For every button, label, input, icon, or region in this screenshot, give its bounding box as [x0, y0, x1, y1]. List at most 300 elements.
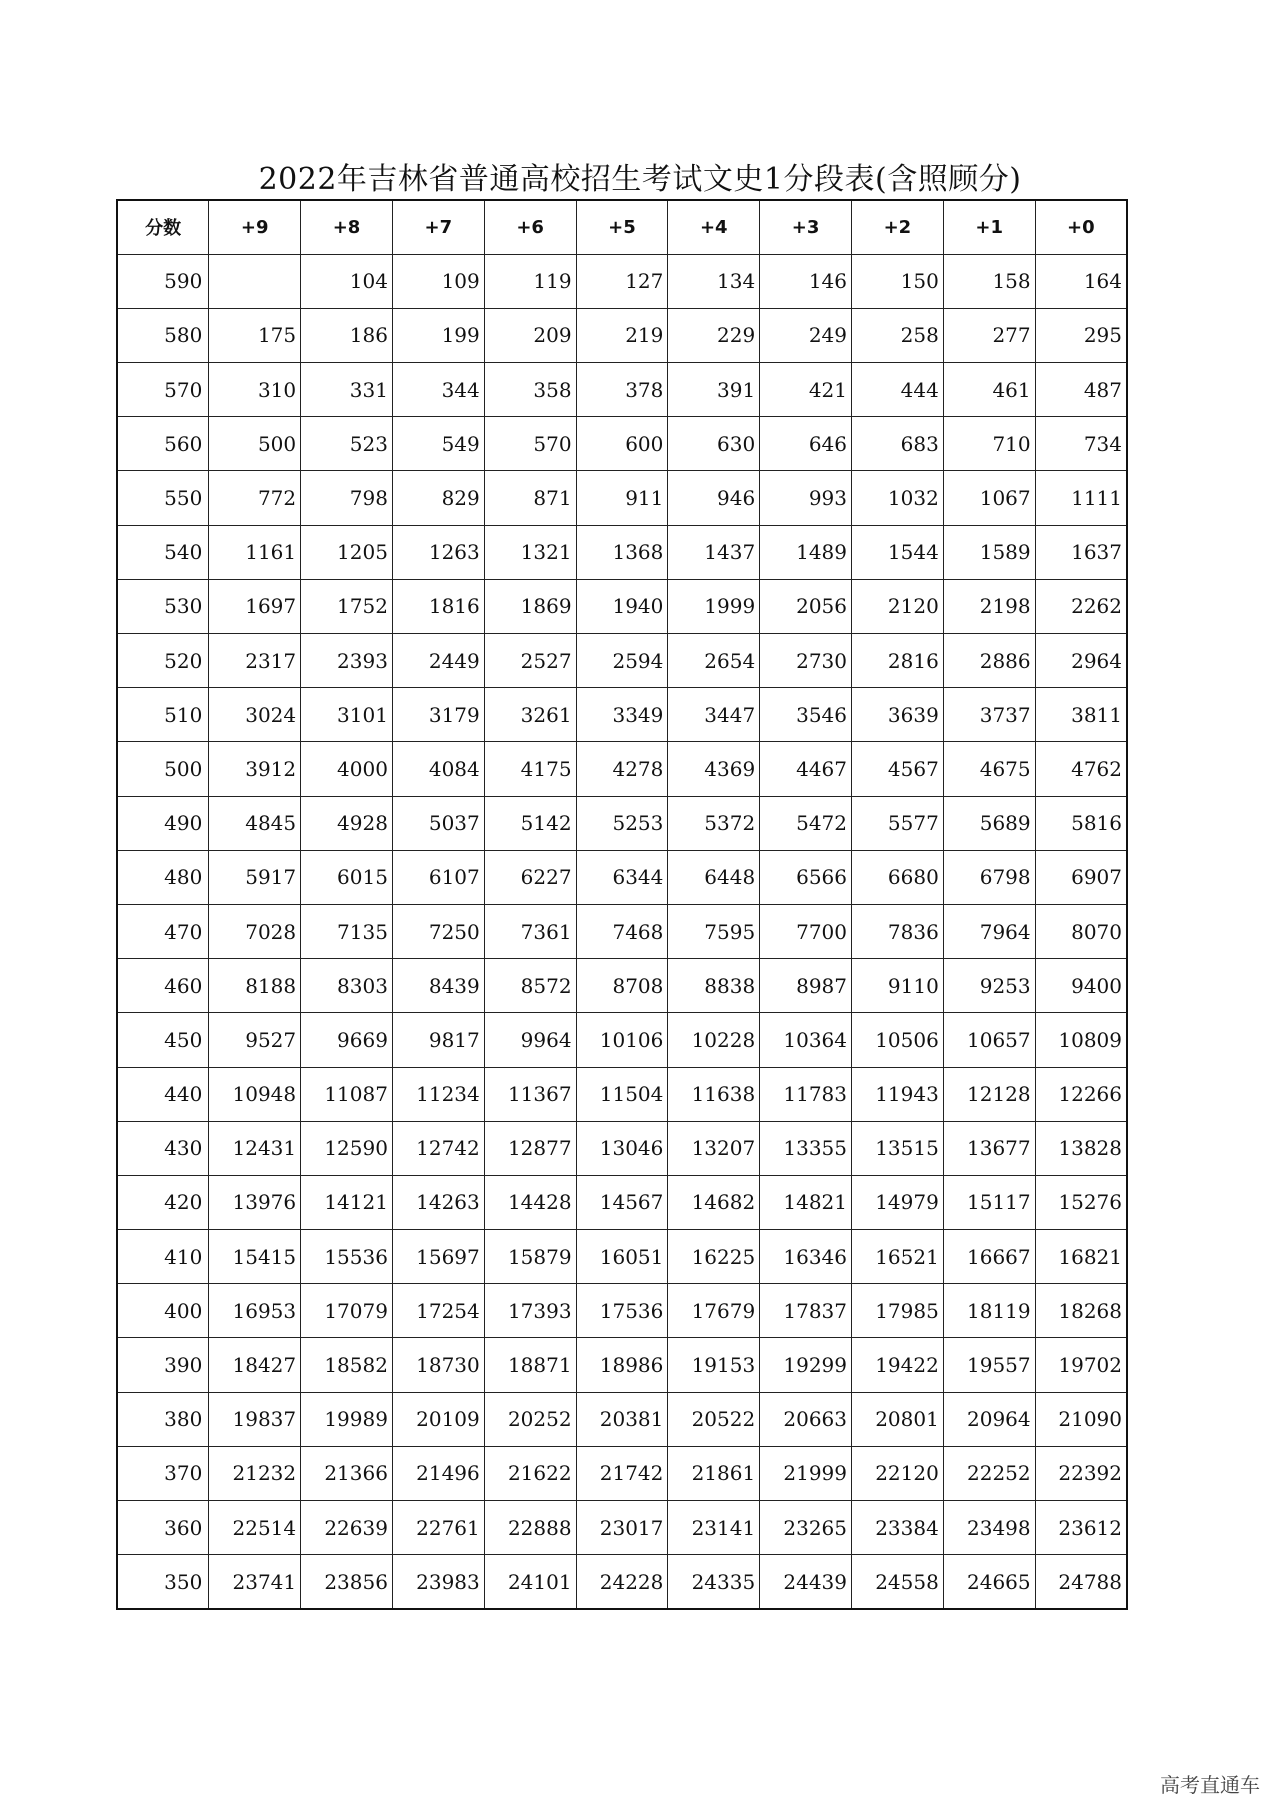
count-cell: 829 [392, 471, 484, 525]
count-cell: 630 [668, 417, 760, 471]
column-header-offset: +2 [852, 200, 944, 254]
table-row [117, 579, 1127, 633]
count-cell: 2262 [1035, 579, 1127, 633]
count-cell: 4762 [1035, 742, 1127, 796]
table-row [117, 1284, 1127, 1338]
table-row [117, 959, 1127, 1013]
count-cell: 3737 [943, 688, 1035, 742]
count-cell: 11087 [301, 1067, 393, 1121]
count-cell: 1589 [943, 525, 1035, 579]
score-cell: 400 [117, 1284, 209, 1338]
count-cell: 12742 [392, 1121, 484, 1175]
count-cell: 5142 [484, 796, 576, 850]
count-cell: 13046 [576, 1121, 668, 1175]
count-cell: 5816 [1035, 796, 1127, 850]
count-cell: 11234 [392, 1067, 484, 1121]
count-cell: 4084 [392, 742, 484, 796]
count-cell: 946 [668, 471, 760, 525]
count-cell: 134 [668, 254, 760, 308]
count-cell: 22120 [852, 1446, 944, 1500]
count-cell: 21861 [668, 1446, 760, 1500]
count-cell: 20109 [392, 1392, 484, 1446]
count-cell: 14428 [484, 1175, 576, 1229]
count-cell: 3179 [392, 688, 484, 742]
count-cell: 22392 [1035, 1446, 1127, 1500]
count-cell: 646 [760, 417, 852, 471]
count-cell: 1816 [392, 579, 484, 633]
table-row [117, 254, 1127, 308]
count-cell: 16521 [852, 1230, 944, 1284]
count-cell: 1999 [668, 579, 760, 633]
count-cell: 20663 [760, 1392, 852, 1446]
count-cell: 21496 [392, 1446, 484, 1500]
score-cell: 580 [117, 308, 209, 362]
table-row [117, 796, 1127, 850]
count-cell: 19837 [209, 1392, 301, 1446]
count-cell: 295 [1035, 308, 1127, 362]
count-cell: 209 [484, 308, 576, 362]
count-cell: 14121 [301, 1175, 393, 1229]
count-cell: 2527 [484, 634, 576, 688]
count-cell: 21090 [1035, 1392, 1127, 1446]
count-cell: 9400 [1035, 959, 1127, 1013]
count-cell: 6798 [943, 850, 1035, 904]
count-cell: 19422 [852, 1338, 944, 1392]
count-cell: 4000 [301, 742, 393, 796]
count-cell: 22514 [209, 1501, 301, 1555]
count-cell: 22252 [943, 1446, 1035, 1500]
count-cell: 186 [301, 308, 393, 362]
count-cell: 6448 [668, 850, 760, 904]
count-cell: 15415 [209, 1230, 301, 1284]
count-cell: 2449 [392, 634, 484, 688]
count-cell: 4928 [301, 796, 393, 850]
score-cell: 590 [117, 254, 209, 308]
table-row [117, 1121, 1127, 1175]
count-cell: 11638 [668, 1067, 760, 1121]
count-cell: 24439 [760, 1555, 852, 1609]
header-row [117, 200, 1127, 254]
count-cell: 3101 [301, 688, 393, 742]
table-row [117, 688, 1127, 742]
count-cell: 9527 [209, 1013, 301, 1067]
count-cell: 1697 [209, 579, 301, 633]
table-row [117, 634, 1127, 688]
count-cell: 710 [943, 417, 1035, 471]
count-cell: 7028 [209, 904, 301, 958]
score-cell: 540 [117, 525, 209, 579]
count-cell: 1489 [760, 525, 852, 579]
count-cell: 500 [209, 417, 301, 471]
column-header-offset: +5 [576, 200, 668, 254]
count-cell: 2730 [760, 634, 852, 688]
count-cell: 444 [852, 363, 944, 417]
count-cell: 109 [392, 254, 484, 308]
count-cell: 7700 [760, 904, 852, 958]
count-cell: 310 [209, 363, 301, 417]
column-header-offset: +9 [209, 200, 301, 254]
count-cell: 158 [943, 254, 1035, 308]
count-cell: 22761 [392, 1501, 484, 1555]
count-cell: 331 [301, 363, 393, 417]
count-cell: 10364 [760, 1013, 852, 1067]
score-cell: 520 [117, 634, 209, 688]
count-cell: 17679 [668, 1284, 760, 1338]
table-row [117, 471, 1127, 525]
count-cell: 15879 [484, 1230, 576, 1284]
count-cell: 150 [852, 254, 944, 308]
count-cell: 6107 [392, 850, 484, 904]
table-row [117, 1446, 1127, 1500]
count-cell: 18986 [576, 1338, 668, 1392]
count-cell: 3447 [668, 688, 760, 742]
count-cell: 199 [392, 308, 484, 362]
column-header-offset: +6 [484, 200, 576, 254]
count-cell: 4175 [484, 742, 576, 796]
count-cell: 12128 [943, 1067, 1035, 1121]
count-cell: 523 [301, 417, 393, 471]
count-cell: 7250 [392, 904, 484, 958]
score-cell: 360 [117, 1501, 209, 1555]
count-cell: 7468 [576, 904, 668, 958]
count-cell: 1205 [301, 525, 393, 579]
count-cell: 219 [576, 308, 668, 362]
count-cell: 23612 [1035, 1501, 1127, 1555]
count-cell: 2654 [668, 634, 760, 688]
score-cell: 500 [117, 742, 209, 796]
count-cell: 9253 [943, 959, 1035, 1013]
count-cell: 24788 [1035, 1555, 1127, 1609]
count-cell: 1752 [301, 579, 393, 633]
table-row [117, 1175, 1127, 1229]
score-cell: 350 [117, 1555, 209, 1609]
count-cell: 13976 [209, 1175, 301, 1229]
count-cell: 2393 [301, 634, 393, 688]
count-cell: 9110 [852, 959, 944, 1013]
table-row [117, 1392, 1127, 1446]
score-cell: 530 [117, 579, 209, 633]
count-cell: 1161 [209, 525, 301, 579]
count-cell: 19702 [1035, 1338, 1127, 1392]
count-cell: 8708 [576, 959, 668, 1013]
count-cell: 21232 [209, 1446, 301, 1500]
count-cell: 5577 [852, 796, 944, 850]
count-cell: 1637 [1035, 525, 1127, 579]
count-cell: 7361 [484, 904, 576, 958]
score-cell: 480 [117, 850, 209, 904]
count-cell: 358 [484, 363, 576, 417]
count-cell: 2964 [1035, 634, 1127, 688]
count-cell: 17079 [301, 1284, 393, 1338]
count-cell: 871 [484, 471, 576, 525]
count-cell: 4567 [852, 742, 944, 796]
count-cell: 12431 [209, 1121, 301, 1175]
count-cell: 2198 [943, 579, 1035, 633]
count-cell: 344 [392, 363, 484, 417]
count-cell: 2317 [209, 634, 301, 688]
count-cell: 10657 [943, 1013, 1035, 1067]
count-cell: 23856 [301, 1555, 393, 1609]
count-cell: 249 [760, 308, 852, 362]
table-row [117, 1067, 1127, 1121]
count-cell: 17393 [484, 1284, 576, 1338]
count-cell: 798 [301, 471, 393, 525]
count-cell: 6344 [576, 850, 668, 904]
watermark-text: 高考直通车 [1160, 1773, 1260, 1797]
count-cell: 3639 [852, 688, 944, 742]
count-cell: 19153 [668, 1338, 760, 1392]
count-cell: 9817 [392, 1013, 484, 1067]
count-cell: 2886 [943, 634, 1035, 688]
table-body [117, 254, 1127, 1609]
count-cell: 378 [576, 363, 668, 417]
count-cell: 15697 [392, 1230, 484, 1284]
table-row [117, 1338, 1127, 1392]
score-cell: 460 [117, 959, 209, 1013]
count-cell: 683 [852, 417, 944, 471]
count-cell: 18268 [1035, 1284, 1127, 1338]
count-cell: 570 [484, 417, 576, 471]
table-row [117, 904, 1127, 958]
count-cell: 15276 [1035, 1175, 1127, 1229]
count-cell: 14263 [392, 1175, 484, 1229]
count-cell: 20522 [668, 1392, 760, 1446]
count-cell: 17837 [760, 1284, 852, 1338]
count-cell: 24228 [576, 1555, 668, 1609]
count-cell: 10228 [668, 1013, 760, 1067]
table-row [117, 850, 1127, 904]
count-cell: 10506 [852, 1013, 944, 1067]
count-cell: 24665 [943, 1555, 1035, 1609]
score-cell: 420 [117, 1175, 209, 1229]
score-cell: 570 [117, 363, 209, 417]
count-cell: 104 [301, 254, 393, 308]
count-cell: 1869 [484, 579, 576, 633]
count-cell: 11943 [852, 1067, 944, 1121]
column-header-offset: +3 [760, 200, 852, 254]
score-cell: 510 [117, 688, 209, 742]
count-cell: 23741 [209, 1555, 301, 1609]
count-cell: 993 [760, 471, 852, 525]
count-cell: 277 [943, 308, 1035, 362]
count-cell: 391 [668, 363, 760, 417]
count-cell: 5253 [576, 796, 668, 850]
count-cell: 16051 [576, 1230, 668, 1284]
count-cell: 16667 [943, 1230, 1035, 1284]
column-header-offset: +4 [668, 200, 760, 254]
column-header-offset: +1 [943, 200, 1035, 254]
count-cell: 18582 [301, 1338, 393, 1392]
count-cell: 9669 [301, 1013, 393, 1067]
count-cell: 18427 [209, 1338, 301, 1392]
count-cell: 258 [852, 308, 944, 362]
count-cell: 8838 [668, 959, 760, 1013]
count-cell: 23017 [576, 1501, 668, 1555]
count-cell: 6680 [852, 850, 944, 904]
count-cell: 12877 [484, 1121, 576, 1175]
count-cell: 19989 [301, 1392, 393, 1446]
count-cell: 14567 [576, 1175, 668, 1229]
count-cell: 8188 [209, 959, 301, 1013]
score-cell: 410 [117, 1230, 209, 1284]
count-cell: 6227 [484, 850, 576, 904]
count-cell: 21366 [301, 1446, 393, 1500]
count-cell: 16821 [1035, 1230, 1127, 1284]
table-row [117, 1501, 1127, 1555]
count-cell: 10948 [209, 1067, 301, 1121]
count-cell: 22888 [484, 1501, 576, 1555]
count-cell: 1032 [852, 471, 944, 525]
table-row [117, 742, 1127, 796]
count-cell: 16346 [760, 1230, 852, 1284]
count-cell: 17254 [392, 1284, 484, 1338]
count-cell: 17985 [852, 1284, 944, 1338]
column-header-offset: +0 [1035, 200, 1127, 254]
column-header-score: 分数 [117, 200, 209, 254]
count-cell: 1437 [668, 525, 760, 579]
count-cell: 2120 [852, 579, 944, 633]
count-cell: 7135 [301, 904, 393, 958]
count-cell: 3546 [760, 688, 852, 742]
score-cell: 560 [117, 417, 209, 471]
score-cell: 470 [117, 904, 209, 958]
count-cell: 911 [576, 471, 668, 525]
count-cell: 12266 [1035, 1067, 1127, 1121]
count-cell: 461 [943, 363, 1035, 417]
count-cell: 10809 [1035, 1013, 1127, 1067]
count-cell: 17536 [576, 1284, 668, 1338]
count-cell: 5372 [668, 796, 760, 850]
count-cell: 8070 [1035, 904, 1127, 958]
score-cell: 380 [117, 1392, 209, 1446]
count-cell: 3261 [484, 688, 576, 742]
count-cell: 13515 [852, 1121, 944, 1175]
count-cell: 23265 [760, 1501, 852, 1555]
count-cell: 21742 [576, 1446, 668, 1500]
count-cell: 5472 [760, 796, 852, 850]
count-cell: 10106 [576, 1013, 668, 1067]
score-cell: 370 [117, 1446, 209, 1500]
count-cell: 18871 [484, 1338, 576, 1392]
count-cell: 24101 [484, 1555, 576, 1609]
count-cell: 487 [1035, 363, 1127, 417]
count-cell: 7595 [668, 904, 760, 958]
count-cell: 7836 [852, 904, 944, 958]
count-cell: 19299 [760, 1338, 852, 1392]
table-row [117, 363, 1127, 417]
score-cell: 450 [117, 1013, 209, 1067]
count-cell: 146 [760, 254, 852, 308]
count-cell: 3912 [209, 742, 301, 796]
count-cell: 1544 [852, 525, 944, 579]
count-cell: 11504 [576, 1067, 668, 1121]
count-cell: 4278 [576, 742, 668, 796]
count-cell: 1368 [576, 525, 668, 579]
count-cell: 5689 [943, 796, 1035, 850]
count-cell: 16953 [209, 1284, 301, 1338]
table-row [117, 1555, 1127, 1609]
count-cell: 23384 [852, 1501, 944, 1555]
count-cell: 127 [576, 254, 668, 308]
column-header-offset: +7 [392, 200, 484, 254]
count-cell: 8987 [760, 959, 852, 1013]
count-cell: 3024 [209, 688, 301, 742]
count-cell: 1321 [484, 525, 576, 579]
count-cell: 2056 [760, 579, 852, 633]
count-cell: 4845 [209, 796, 301, 850]
column-header-offset: +8 [301, 200, 393, 254]
count-cell: 15536 [301, 1230, 393, 1284]
page-title: 2022年吉林省普通高校招生考试文史1分段表(含照顾分) [258, 162, 1022, 197]
count-cell: 20964 [943, 1392, 1035, 1446]
count-cell: 20381 [576, 1392, 668, 1446]
count-cell: 1067 [943, 471, 1035, 525]
count-cell: 18730 [392, 1338, 484, 1392]
count-cell: 21999 [760, 1446, 852, 1500]
table-row [117, 417, 1127, 471]
count-cell: 119 [484, 254, 576, 308]
count-cell: 24335 [668, 1555, 760, 1609]
score-cell: 490 [117, 796, 209, 850]
score-cell: 550 [117, 471, 209, 525]
count-cell: 15117 [943, 1175, 1035, 1229]
count-cell: 600 [576, 417, 668, 471]
count-cell: 6015 [301, 850, 393, 904]
count-cell: 23498 [943, 1501, 1035, 1555]
count-cell: 14979 [852, 1175, 944, 1229]
count-cell: 2594 [576, 634, 668, 688]
count-cell: 421 [760, 363, 852, 417]
count-cell: 6907 [1035, 850, 1127, 904]
count-cell: 1940 [576, 579, 668, 633]
score-distribution-table [116, 199, 1128, 1610]
count-cell: 11783 [760, 1067, 852, 1121]
count-cell: 772 [209, 471, 301, 525]
score-cell: 390 [117, 1338, 209, 1392]
count-cell: 8572 [484, 959, 576, 1013]
count-cell: 16225 [668, 1230, 760, 1284]
count-cell: 23983 [392, 1555, 484, 1609]
count-cell: 4467 [760, 742, 852, 796]
count-cell: 18119 [943, 1284, 1035, 1338]
count-cell: 11367 [484, 1067, 576, 1121]
count-cell: 14821 [760, 1175, 852, 1229]
count-cell: 8303 [301, 959, 393, 1013]
count-cell: 21622 [484, 1446, 576, 1500]
count-cell: 164 [1035, 254, 1127, 308]
count-cell: 4369 [668, 742, 760, 796]
count-cell: 14682 [668, 1175, 760, 1229]
count-cell [209, 254, 301, 308]
count-cell: 20801 [852, 1392, 944, 1446]
count-cell: 2816 [852, 634, 944, 688]
count-cell: 1263 [392, 525, 484, 579]
count-cell: 175 [209, 308, 301, 362]
count-cell: 3349 [576, 688, 668, 742]
count-cell: 19557 [943, 1338, 1035, 1392]
count-cell: 24558 [852, 1555, 944, 1609]
score-cell: 430 [117, 1121, 209, 1175]
count-cell: 5037 [392, 796, 484, 850]
count-cell: 549 [392, 417, 484, 471]
count-cell: 13828 [1035, 1121, 1127, 1175]
count-cell: 9964 [484, 1013, 576, 1067]
count-cell: 4675 [943, 742, 1035, 796]
count-cell: 12590 [301, 1121, 393, 1175]
count-cell: 734 [1035, 417, 1127, 471]
table-row [117, 308, 1127, 362]
count-cell: 3811 [1035, 688, 1127, 742]
